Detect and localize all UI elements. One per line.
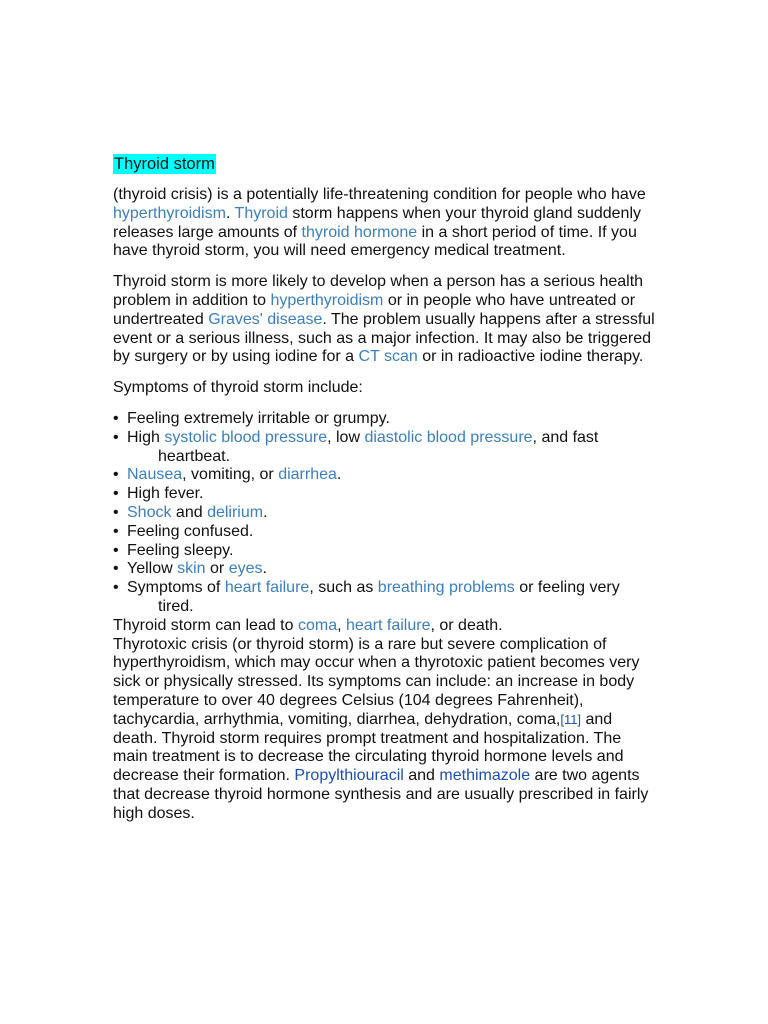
list-item (113, 523, 658, 542)
text-span: . (225, 204, 235, 222)
text-span: and (171, 503, 208, 521)
bullet-icon: • (113, 466, 119, 484)
symptoms-intro: Symptoms of thyroid storm include: (113, 379, 363, 397)
text-span: , (337, 616, 346, 634)
document-page (113, 154, 658, 824)
text-span: and (403, 767, 440, 785)
text-span: or feeling very (514, 579, 620, 597)
bullet-icon: • (113, 428, 119, 446)
link-shock[interactable]: Shock (127, 503, 172, 521)
text-span: Thyrotoxic crisis (or thyroid storm) is a rare but severe complication of hyperthyroidism, which may occur when a thyrotoxic patient becomes very sick or physically stressed. Its symptoms can include: an increase in body temperature to over 40 degrees Celsius (104 degrees Fahrenheit), tachycardia, arrhythmia, vomiting, diarrhea, dehydration, coma, (113, 635, 640, 728)
bullet-icon: • (113, 409, 119, 427)
text-span: or (205, 560, 229, 578)
text-span: Yellow (127, 560, 178, 578)
list-item (113, 542, 658, 561)
bullet-icon: • (113, 485, 119, 503)
text-span: or in radioactive iodine therapy. (417, 348, 644, 366)
link-nausea[interactable]: Nausea (127, 466, 183, 484)
link-methimazole[interactable]: methimazole (439, 767, 531, 785)
bullet-icon: • (113, 579, 119, 597)
link-diarrhea[interactable]: diarrhea (278, 466, 337, 484)
reference-link[interactable] (560, 711, 581, 728)
text-span: . The problem usually happens after a stressful event or a serious illness, such as a major infection. It may also be triggered by surgery or by using iodine for a (113, 310, 655, 366)
link-hyperthyroidism[interactable]: hyperthyroidism (270, 291, 384, 309)
text-span: are two agents that decrease thyroid hormone synthesis and are usually prescribed in fairly high doses. (113, 767, 649, 822)
list-item (113, 579, 658, 617)
list-item (113, 560, 658, 579)
bullet-icon: • (113, 560, 119, 578)
link-coma[interactable]: coma (297, 616, 338, 634)
text-span: or in people who have untreated or undertreated (113, 291, 636, 328)
list-item-continuation: tired. (158, 597, 194, 615)
reference-number: [11] (560, 711, 582, 727)
list-item-text: Feeling confused. (127, 522, 254, 540)
link-graves-disease[interactable]: Graves' disease (208, 310, 323, 328)
text-span: (thyroid crisis) is a potentially life-threatening condition for people who have (113, 186, 646, 203)
list-item-text: High fever. (127, 485, 204, 503)
text-span: in a short period of time. If you have thyroid storm, you will need emergency medical treatment. (113, 223, 637, 260)
text-span: and death. Thyroid storm requires prompt treatment and hospitalization. The main treatment is to decrease the circulating thyroid hormone levels and decrease their formation. (113, 710, 624, 785)
link-breathing-problems[interactable]: breathing problems (377, 579, 515, 597)
link-skin[interactable]: skin (177, 560, 206, 578)
page-title: Thyroid storm (114, 155, 215, 173)
thyrotoxic-crisis-paragraph (113, 636, 658, 824)
list-item (113, 410, 658, 429)
text-span: . (263, 503, 268, 521)
link-delirium[interactable]: delirium (207, 503, 264, 521)
link-eyes[interactable]: eyes (228, 560, 263, 578)
intro-paragraph (113, 186, 658, 261)
list-item (113, 504, 658, 523)
text-span: , such as (309, 579, 378, 597)
text-span: storm happens when your thyroid gland suddenly releases large amounts of (113, 204, 642, 241)
text-span: High (127, 428, 165, 446)
bullet-icon: • (113, 541, 119, 559)
link-hyperthyroidism[interactable]: hyperthyroidism (113, 204, 226, 222)
link-diastolic-blood-pressure[interactable]: diastolic blood pressure (364, 428, 533, 446)
link-heart-failure[interactable]: heart failure (345, 616, 431, 634)
list-item-text: Feeling sleepy. (127, 541, 234, 559)
list-item (113, 466, 658, 485)
link-heart-failure[interactable]: heart failure (224, 579, 310, 597)
text-span: , or death. (430, 616, 503, 634)
list-item-continuation: heartbeat. (158, 447, 231, 465)
symptoms-list (113, 410, 658, 617)
link-thyroid-hormone[interactable]: thyroid hormone (301, 223, 418, 241)
outcome-paragraph (113, 617, 658, 636)
link-thyroid[interactable]: Thyroid (234, 204, 288, 222)
text-span: Symptoms of (127, 579, 225, 597)
link-ct-scan[interactable]: CT scan (358, 348, 418, 366)
bullet-icon: • (113, 503, 119, 521)
bullet-icon: • (113, 522, 119, 540)
text-span: , low (327, 428, 365, 446)
text-span: Thyroid storm is more likely to develop when a person has a serious health problem in addition to (113, 273, 644, 309)
link-systolic-blood-pressure[interactable]: systolic blood pressure (164, 428, 328, 446)
text-span: . (336, 466, 342, 484)
text-span: , vomiting, or (182, 466, 279, 484)
list-item-text: Feeling extremely irritable or grumpy. (127, 409, 390, 427)
list-item (113, 429, 658, 467)
text-span: , and fast (532, 428, 599, 446)
list-item (113, 485, 658, 504)
text-span: Thyroid storm can lead to (113, 616, 298, 634)
causes-paragraph (113, 273, 658, 367)
text-span: . (262, 560, 267, 578)
link-propylthiouracil[interactable]: Propylthiouracil (294, 767, 404, 785)
